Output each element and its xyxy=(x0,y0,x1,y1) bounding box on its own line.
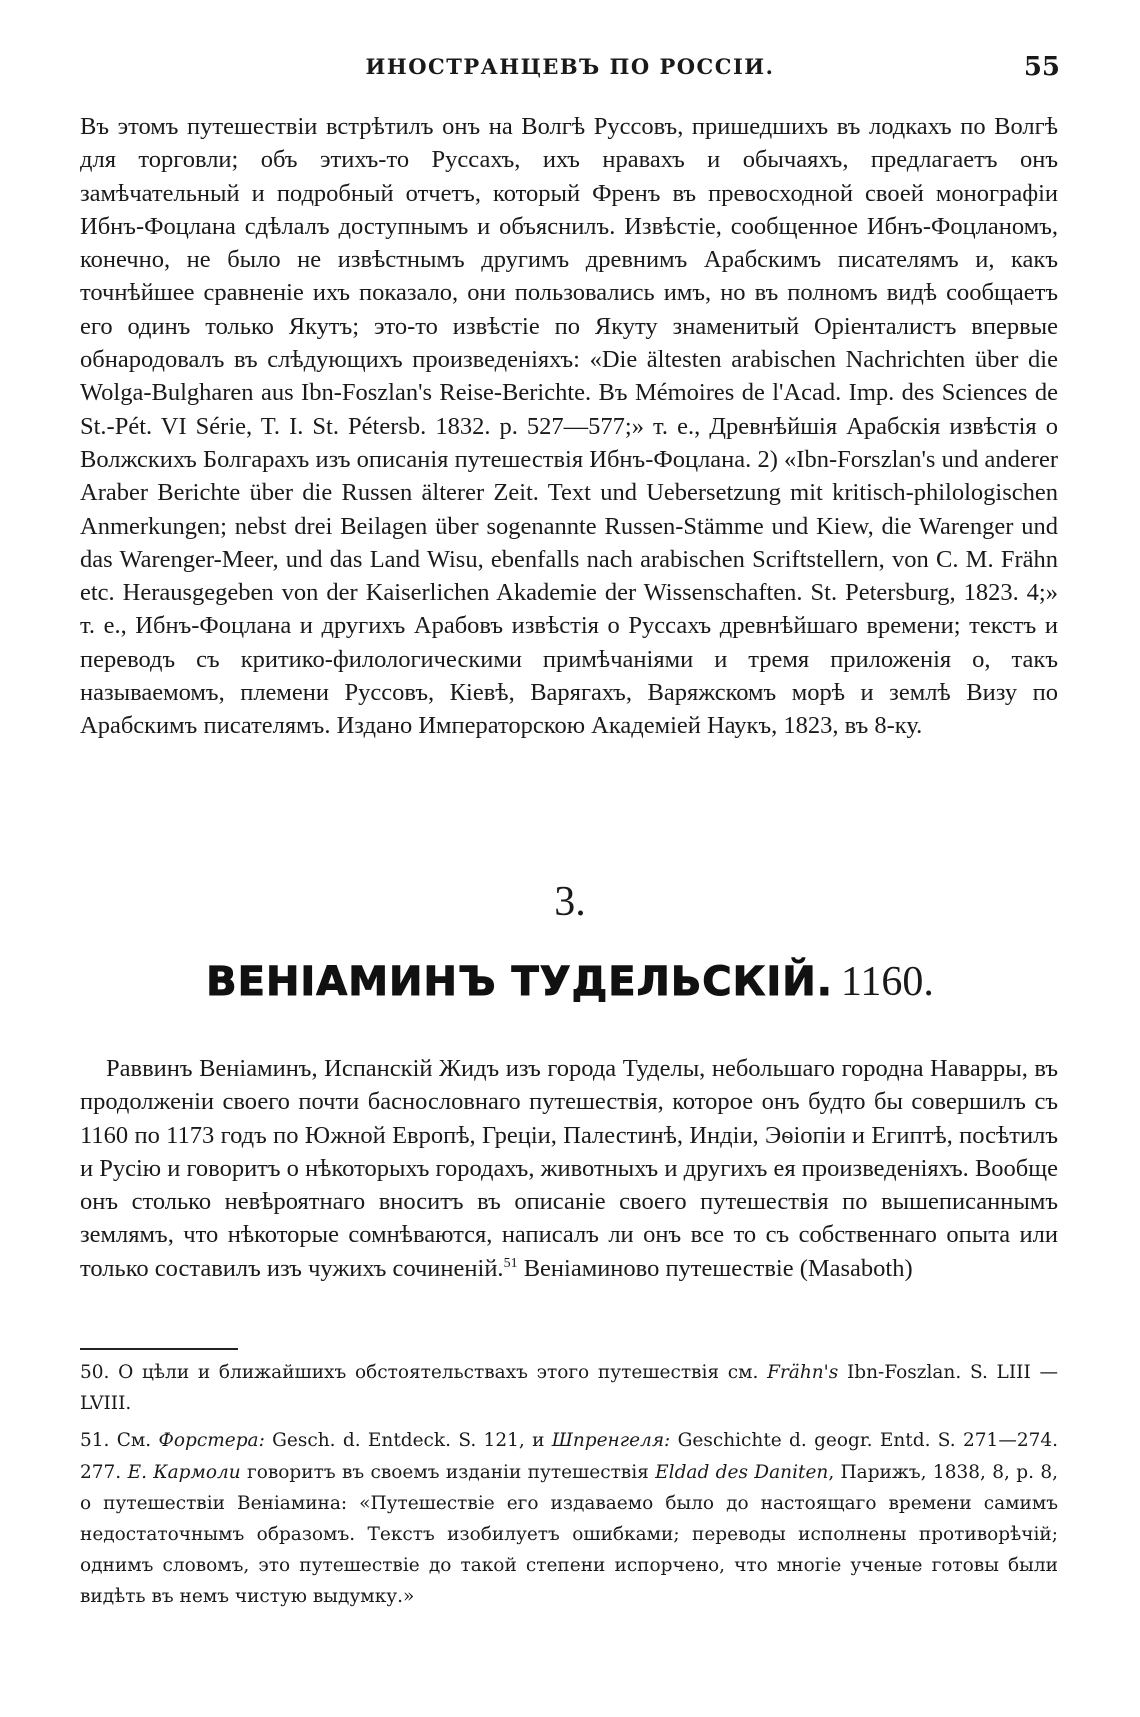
body-text-top xyxy=(80,110,1058,743)
running-head xyxy=(80,52,1060,88)
footnote-reference: 51 xyxy=(503,1255,518,1271)
footnote-divider xyxy=(80,1348,238,1350)
footnote-number: 51. xyxy=(80,1430,110,1452)
paragraph xyxy=(80,1052,1058,1285)
page-number: 55 xyxy=(1023,52,1060,82)
footnote-text: О цѣли и ближайшихъ обстоятельствахъ этого путешествія см. xyxy=(109,1362,768,1383)
footnote-italic: E. Кармоли xyxy=(127,1461,241,1483)
paragraph-text-end: Веніаминово путешествіе (Masaboth) xyxy=(517,1254,913,1282)
section-title-year: 1160. xyxy=(840,959,934,1005)
body-text-bottom xyxy=(80,1052,1058,1285)
footnote-text: говоритъ въ своемъ изданіи путешествія xyxy=(240,1461,656,1483)
paragraph-text: Раввинъ Веніаминъ, Испанскій Жидъ изъ города Туделы, небольшаго городна Наварры, въ продолженіи своего почти баснословнаго путешествія, которое онъ будто бы совершилъ съ 1160 по 1173 годъ по Южной Европѣ, Греціи, Палестинѣ, Индіи, Эѳіопіи и Египтѣ, посѣтилъ и Русію и говоритъ о нѣкоторыхъ городахъ, животныхъ и другихъ ея произведеніяхъ. Вообще онъ столько невѣроятнаго вноситъ въ описаніе своего путешествія по вышеписаннымъ землямъ, что нѣкоторые сомнѣваются, написалъ ли онъ все то съ собственнаго опыта или только составилъ изъ чужихъ сочиненій. xyxy=(80,1055,1058,1282)
footnotes xyxy=(80,1357,1058,1613)
footnote-text: Gesch. d. Entdeck. S. 121, и xyxy=(264,1430,552,1452)
footnote-50 xyxy=(80,1357,1058,1419)
footnote-text: , Парижъ, 1838, 8, p. 8, о путешествіи Веніамина: «Путешествіе его издаваемо было до настоящаго времени самимъ недостаточнымъ образомъ. Текстъ изобилуетъ ошибками; переводы исполнены противорѣчій; однимъ словомъ, это путешествіе до такой степени испорчено, что многіе ученые готовы были видѣть въ немъ чистую выдумку.» xyxy=(80,1461,1058,1608)
paragraph: Въ этомъ путешествіи встрѣтилъ онъ на Волгѣ Руссовъ, пришедшихъ въ лодкахъ по Волгѣ для торговли; объ этихъ-то Руссахъ, ихъ нравахъ и обычаяхъ, предлагаетъ онъ замѣчательный и подробный отчетъ, который Френъ въ превосходной своей монографіи Ибнъ-Фоцлана сдѣлалъ доступнымъ и объяснилъ. Извѣстіе, сообщенное Ибнъ-Фоцланомъ, конечно, не было не извѣстнымъ другимъ древнимъ Арабскимъ писателямъ и, какъ точнѣйшее сравненіе ихъ показало, они пользовались имъ, но въ полномъ видѣ сообщаетъ его одинъ только Якутъ; это-то извѣстіе по Якуту знаменитый Оріенталистъ впервые обнародовалъ въ слѣдующихъ произведеніяхъ: «Die ältesten arabischen Nachrichten über die Wolga-Bulgharen aus Ibn-Foszlan's Reise-Berichte. Въ Mémoires de l'Acad. Imp. des Sciences de St.-Pét. VI Série, T. I. St. Pétersb. 1832. p. 527—577;» т. е., Древнѣйшія Арабскія извѣстія о Волжскихъ Болгарахъ изъ описанія путешествія Ибнъ-Фоцлана. 2) «Ibn-Forszlan's und anderer Araber Berichte über die Russen älterer Zeit. Text und Uebersetzung mit kritisch-philologischen Anmerkungen; nebst drei Beilagen über sogenannte Russen-Stämme und Kiew, die Warenger und das Warenger-Meer, und das Land Wisu, ebenfalls nach arabischen Scriftstellern, von C. M. Frähn etc. Herausgegeben von der Kaiserlichen Akademie der Wissenschaften. St. Petersburg, 1823. 4;» т. е., Ибнъ-Фоцлана и другихъ Арабовъ извѣстія о Руссахъ древнѣйшаго времени; текстъ и переводъ съ критико-филологическими примѣчаніями и тремя приложенія о, такъ называемомъ, племени Руссовъ, Кіевѣ, Варягахъ, Варяжскомъ морѣ и землѣ Визу по Арабскимъ писателямъ. Издано Императорскою Академіей Наукъ, 1823, въ 8-ку. xyxy=(80,113,1058,740)
section-title xyxy=(0,958,1140,1006)
footnote-number: 50. xyxy=(80,1362,110,1383)
footnote-text: Geschichte d. geogr. Entd. S. 271—274. 277. xyxy=(80,1430,1059,1483)
section-title-name: ВЕНІАМИНЪ ТУДЕЛЬСКІЙ. xyxy=(206,959,833,1005)
footnote-italic: Форстера: xyxy=(158,1430,265,1452)
footnote-italic: Шпренгеля: xyxy=(551,1430,671,1452)
section-number: 3. xyxy=(554,879,586,925)
footnote-italic: Eldad des Daniten xyxy=(655,1461,829,1483)
running-title: ИНОСТРАНЦЕВЪ ПО РОССІИ. xyxy=(365,54,775,79)
footnote-italic: Frähn's xyxy=(767,1362,839,1383)
footnote-text: См. xyxy=(109,1430,159,1452)
footnote-text: Ibn-Foszlan. S. LIII — LVIII. xyxy=(80,1362,1058,1415)
footnote-51 xyxy=(80,1425,1058,1612)
